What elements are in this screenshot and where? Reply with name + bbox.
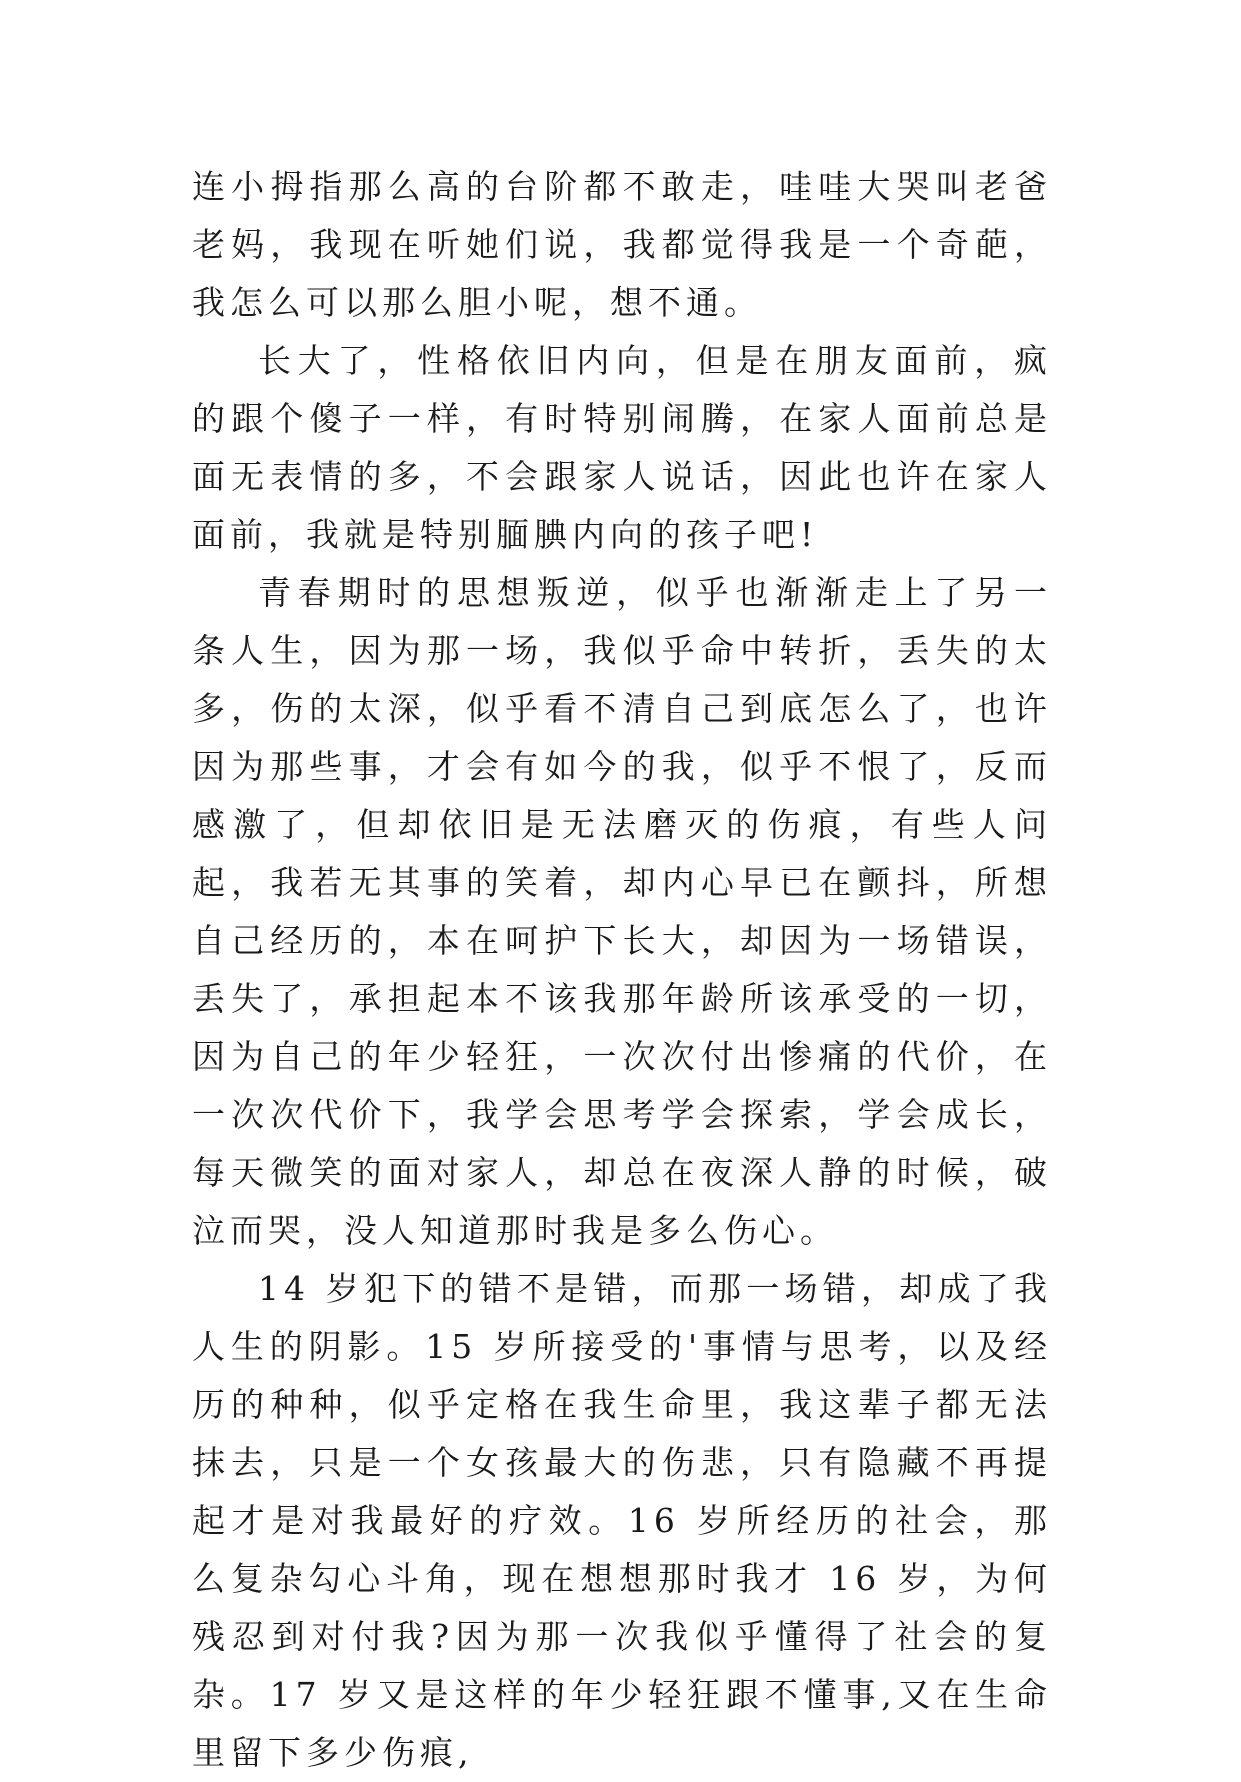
paragraph-1: 连小拇指那么高的台阶都不敢走，哇哇大哭叫老爸老妈，我现在听她们说，我都觉得我是一个奇葩，我怎么可以那么胆小呢，想不通。	[192, 167, 1052, 322]
paragraph-3: 青春期时的思想叛逆，似乎也渐渐走上了另一条人生，因为那一场，我似乎命中转折，丢失的太多，伤的太深，似乎看不清自己到底怎么了，也许因为那些事，才会有如今的我，似乎不恨了，反而感激了，但却依旧是无法磨灭的伤痕，有些人问起，我若无其事的笑着，却内心早已在颤抖，所想自己经历的，本在呵护下长大，却因为一场错误，丢失了，承担起本不该我那年龄所该承受的一切，因为自己的年少轻狂，一次次付出惨痛的代价，在一次次代价下，我学会思考学会探索，学会成长，每天微笑的面对家人，却总在夜深人静的时候，破泣而哭，没人知道那时我是多么伤心。	[192, 573, 1052, 1250]
paragraph-4: 14 岁犯下的错不是错，而那一场错，却成了我人生的阴影。15 岁所接受的'事情与思考，以及经历的种种，似乎定格在我生命里，我这辈子都无法抹去，只是一个女孩最大的伤悲，只有隐藏不再提起才是对我最好的疗效。16 岁所经历的社会，那么复杂勾心斗角，现在想想那时我才 16 岁，为何残忍到对付我?因为那一次我似乎懂得了社会的复杂。17 岁又是这样的年少轻狂跟不懂事,又在生命里留下多少伤痕,	[192, 1269, 1052, 1772]
paragraph-2: 长大了，性格依旧内向，但是在朋友面前，疯的跟个傻子一样，有时特别闹腾，在家人面前总是面无表情的多，不会跟家人说话，因此也许在家人面前，我就是特别腼腆内向的孩子吧!	[192, 341, 1052, 554]
document-body	[192, 158, 1052, 1782]
